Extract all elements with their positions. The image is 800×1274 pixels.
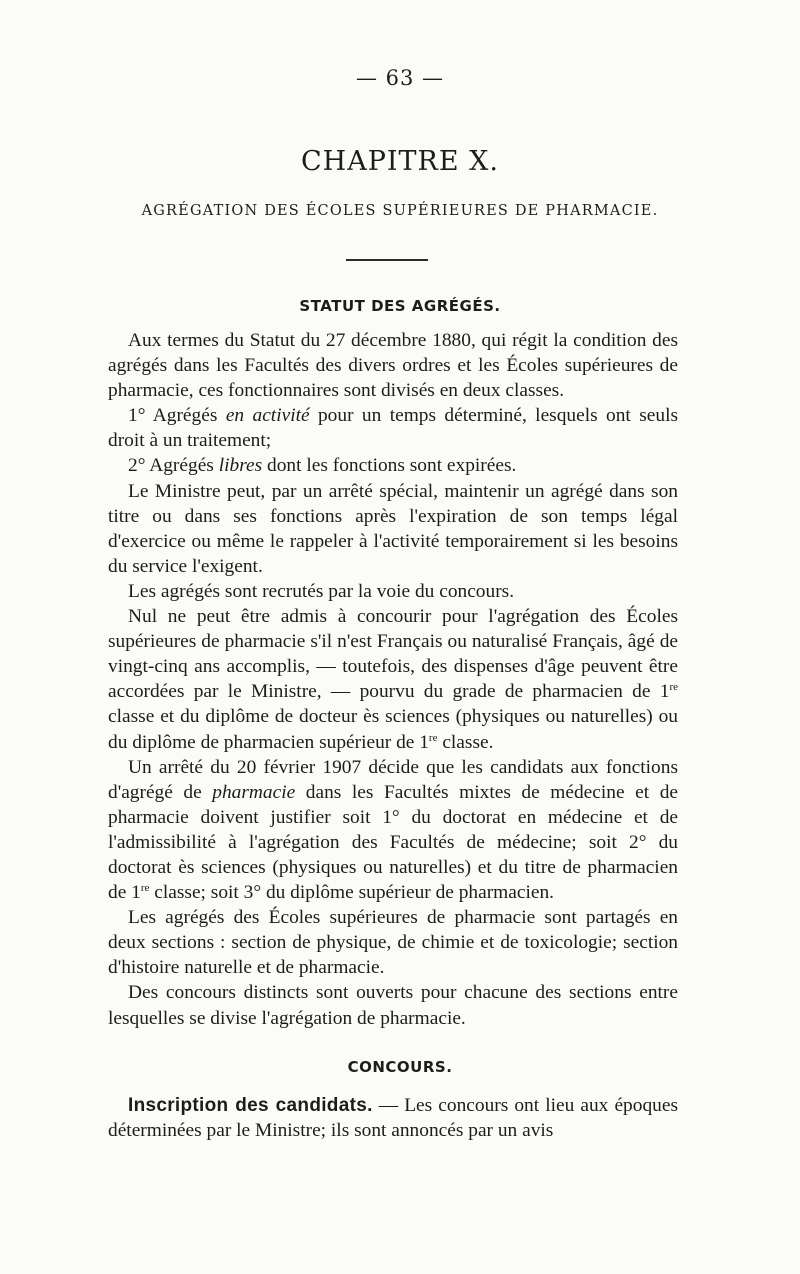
paragraph-6: [108, 604, 678, 755]
paragraph-7-text-c: classe; soit 3° du diplôme supérieur de pharmacien.: [149, 882, 555, 904]
paragraph-3: [108, 453, 678, 478]
italic-term-en-activite: en activité: [225, 405, 310, 427]
list-number-1: 1°: [128, 405, 146, 427]
chapter-subtitle: AGRÉGATION DES ÉCOLES SUPÉRIEURES DE PHARMACIE.: [141, 203, 659, 219]
paragraph-inscription: [108, 1093, 678, 1143]
list-number-2: 2°: [128, 455, 146, 477]
paragraph-4: Le Ministre peut, par un arrêté spécial, maintenir un agrégé dans son titre ou dans ses fonctions après l'expiration de son temps légal d'exercice ou même le rappeler à l'activité temporairement si les besoins du service l'exigent.: [108, 480, 678, 577]
paragraph-5: Les agrégés sont recrutés par la voie du concours.: [128, 580, 515, 602]
concours-text-block: [108, 1093, 678, 1143]
paragraph-1: Aux termes du Statut du 27 décembre 1880, qui régit la condition des agrégés dans les Facultés des divers ordres et les Écoles supérieures de pharmacie, ces fonctionnaires sont divisés en deux classes.: [108, 330, 678, 402]
page-number: — 63 —: [355, 66, 445, 90]
italic-term-libres: libres: [218, 455, 263, 477]
paragraph-7-text-a: Un arrêté du 20 février 1907 décide que les candidats aux fonctions d'agrégé de: [108, 756, 678, 803]
paragraph-7-text-b: dans les Facultés mixtes de médecine et de pharmacie doivent justifier soit 1° du doctorat en médecine et de l'admissibilité à l'agrégation des Facultés de médecine; soit 2° du doctorat ès sciences (physiques ou naturelles) et du titre de pharmacien de 1: [108, 781, 678, 904]
run-in-heading: Inscription des candidats.: [128, 1095, 373, 1116]
paragraph-3-text-a: Agrégés: [149, 455, 214, 477]
paragraph-6-text-c: classe.: [437, 731, 494, 753]
superscript-re: re: [140, 882, 150, 895]
paragraph-6-text-b: classe et du diplôme de docteur ès sciences (physiques ou naturelles) ou du diplôme de pharmacien supérieur de 1: [108, 706, 678, 753]
paragraph-inscription-text: — Les concours ont lieu aux époques déterminées par le Ministre; ils sont annoncés par un avis: [108, 1095, 678, 1142]
paragraph-3-text-b: dont les fonctions sont expirées.: [267, 455, 517, 477]
paragraph-2: [108, 403, 678, 453]
section-heading-statut: STATUT DES AGRÉGÉS.: [299, 297, 501, 315]
paragraph-8: Les agrégés des Écoles supérieures de pharmacie sont partagés en deux sections : section de physique, de chimie et de toxicologie; section d'histoire naturelle et de pharmacie.: [108, 907, 678, 979]
paragraph-6-text-a: Nul ne peut être admis à concourir pour l'agrégation des Écoles supérieures de pharmacie s'il n'est Français ou naturalisé Français, âgé de vingt-cinq ans accomplis, — toutefois, des dispenses d'âge peuvent être accordées par le Ministre, — pourvu du grade de pharmacien de 1: [108, 606, 678, 703]
statut-text-block: [108, 328, 678, 1031]
paragraph-2-text-b: pour un temps déterminé, lesquels ont seuls droit à un traitement;: [108, 405, 678, 452]
paragraph-7: [108, 755, 678, 906]
section-divider: [346, 259, 428, 261]
superscript-re: re: [428, 731, 438, 744]
chapter-title: CHAPITRE X.: [301, 146, 499, 177]
paragraph-9: Des concours distincts sont ouverts pour chacune des sections entre lesquelles se divise l'agrégation de pharmacie.: [108, 982, 678, 1029]
paragraph-2-text-a: Agrégés: [152, 405, 218, 427]
superscript-re: re: [669, 681, 678, 694]
section-heading-concours: CONCOURS.: [347, 1058, 453, 1076]
italic-term-pharmacie: pharmacie: [212, 781, 296, 803]
